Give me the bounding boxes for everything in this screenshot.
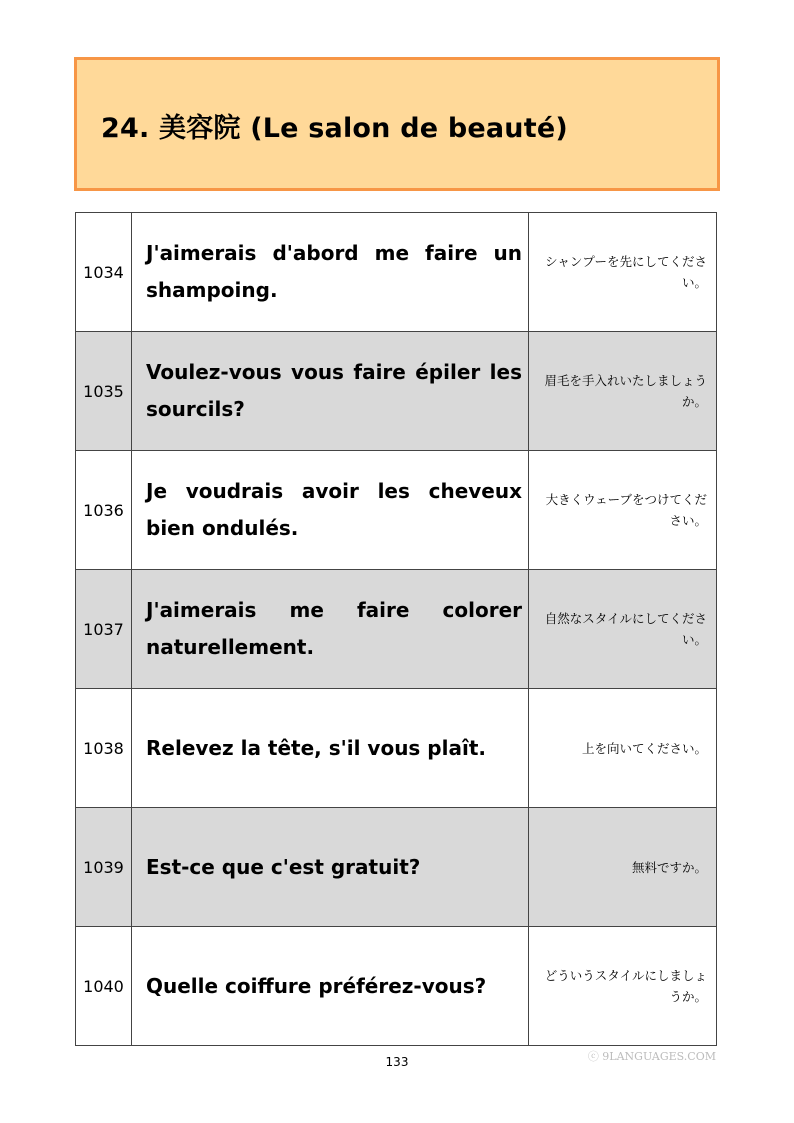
chapter-title-box	[74, 57, 720, 191]
french-phrase: Je voudrais avoir les cheveux bien ondulés.	[132, 451, 529, 570]
japanese-phrase: 大きくウェーブをつけてください。	[529, 451, 717, 570]
chapter-title: 24. 美容院 (Le salon de beauté)	[101, 113, 568, 144]
table-row	[76, 451, 717, 570]
french-phrase: Est-ce que c'est gratuit?	[132, 808, 529, 927]
french-phrase: Relevez la tête, s'il vous plaît.	[132, 689, 529, 808]
japanese-phrase: シャンプーを先にしてください。	[529, 213, 717, 332]
phrase-number: 1040	[76, 927, 132, 1046]
japanese-phrase: 無料ですか。	[529, 808, 717, 927]
japanese-phrase: 自然なスタイルにしてください。	[529, 570, 717, 689]
page-number: 133	[385, 1055, 409, 1069]
french-phrase: Voulez-vous vous faire épiler les sourcils?	[132, 332, 529, 451]
phrase-number: 1038	[76, 689, 132, 808]
phrase-number: 1034	[76, 213, 132, 332]
french-phrase: Quelle coiffure préférez-vous?	[132, 927, 529, 1046]
table-row	[76, 213, 717, 332]
table-row	[76, 570, 717, 689]
japanese-phrase: 上を向いてください。	[529, 689, 717, 808]
phrase-number: 1037	[76, 570, 132, 689]
phrase-number: 1035	[76, 332, 132, 451]
phrase-number: 1036	[76, 451, 132, 570]
table-row	[76, 808, 717, 927]
phrase-table	[75, 212, 717, 1046]
french-phrase: J'aimerais me faire colorer naturellement.	[132, 570, 529, 689]
japanese-phrase: どういうスタイルにしましょうか。	[529, 927, 717, 1046]
japanese-phrase: 眉毛を手入れいたしましょうか。	[529, 332, 717, 451]
phrase-number: 1039	[76, 808, 132, 927]
table-row	[76, 689, 717, 808]
french-phrase: J'aimerais d'abord me faire un shampoing.	[132, 213, 529, 332]
table-row	[76, 927, 717, 1046]
copyright-watermark: ⓒ 9LANGUAGES.COM	[587, 1050, 716, 1063]
table-row	[76, 332, 717, 451]
